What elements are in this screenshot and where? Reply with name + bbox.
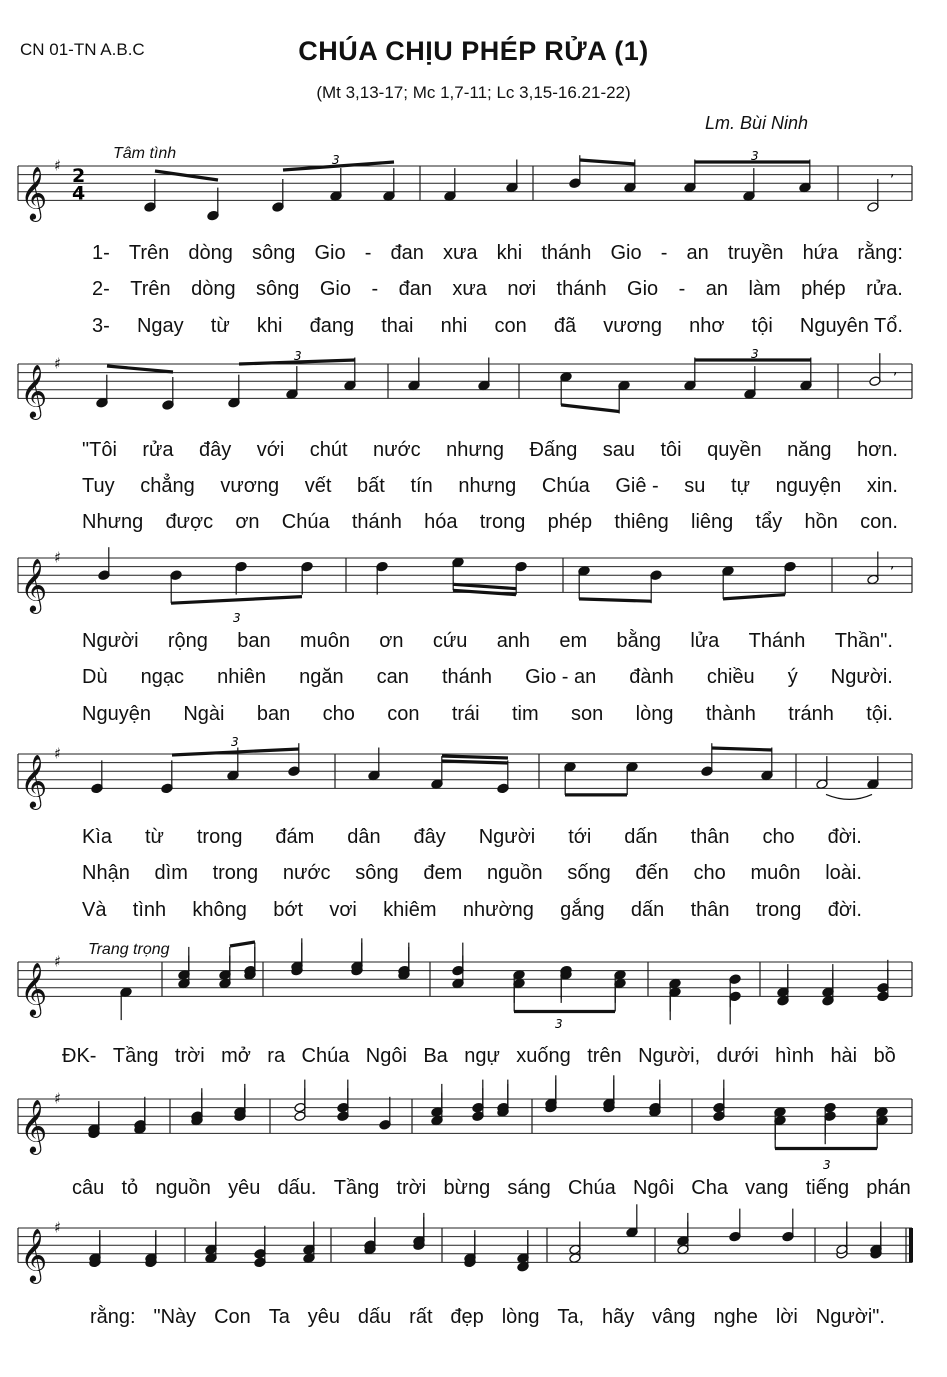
lyric-syllable: hồn [804,511,838,533]
lyric-syllable: Người [82,630,139,652]
lyric-syllable: từ [144,826,164,848]
lyric-syllable: cho [693,862,726,884]
lyric-syllable: tới [568,826,592,848]
lyric-syllable: làm [748,278,781,300]
sharp-key-signature-icon: ♯ [54,952,62,971]
lyric-line-s1-2 [92,279,903,299]
lyric-syllable: cho [762,826,795,848]
song-code: CN 01-TN A.B.C [20,40,145,59]
lyric-syllable: Đấng [529,439,578,461]
lyric-syllable: gắng [560,899,605,921]
triplet-mark: 3 [751,347,759,361]
lyric-syllable: nghe [713,1306,758,1328]
lyric-syllable: Tuy [82,475,115,497]
triplet-mark: 3 [823,1158,831,1172]
lyric-syllable: vâng [652,1306,696,1328]
note-beam [580,160,635,164]
lyric-syllable: Người". [815,1306,885,1328]
lyric-syllable: khi [496,242,523,264]
lyric-syllable: nhường [462,899,534,921]
lyric-syllable: hóa [424,511,458,533]
lyric-syllable: dấn [624,826,658,848]
lyric-syllable: truyền [727,242,784,264]
lyric-line-s2-2 [82,476,898,496]
lyric-syllable: hài [830,1045,858,1067]
triplet-mark: 3 [332,153,340,167]
breath-mark-icon: , [893,362,898,378]
tempo-marking-2: Trang trọng [88,941,170,958]
lyric-syllable: Giê - [615,475,659,497]
lyric-syllable: từ [210,315,230,337]
composer: Lm. Bùi Ninh [705,113,809,133]
lyric-syllable: cho [322,703,355,725]
lyric-syllable: đến [635,862,669,884]
lyric-syllable: hơn. [857,439,898,461]
lyric-syllable: lửa [690,630,720,652]
lyric-syllable: nhơ [689,315,725,337]
lyric-syllable: ban [256,703,291,725]
refrain-line-1 [62,1046,896,1066]
lyric-syllable: can [376,666,409,688]
lyric-line-s1-3 [92,316,903,336]
lyric-line-s3-3 [82,704,893,724]
lyric-syllable: Ngôi [632,1177,675,1199]
lyric-syllable: Ta [268,1306,290,1328]
lyric-syllable: nhưng [446,439,505,461]
sharp-key-signature-icon: ♯ [54,1089,62,1108]
lyric-syllable: loài. [825,862,862,884]
note-beam [561,405,619,412]
lyric-syllable: đây [413,826,446,848]
lyric-syllable: dấn [630,899,665,921]
lyric-syllable: đang [309,315,355,337]
note-beam [442,756,508,758]
lyric-syllable: su [684,475,706,497]
lyric-syllable: thánh [556,278,607,300]
lyric-syllable: vương [220,475,280,497]
sharp-key-signature-icon: ♯ [54,156,62,175]
song-title: CHÚA CHỊU PHÉP RỬA (1) [298,36,649,66]
lyric-syllable: rằng: [90,1306,136,1328]
lyric-syllable: Gio [610,242,642,264]
lyric-syllable: thân [690,826,730,848]
lyric-syllable: con [387,703,420,725]
lyric-syllable: tội. [866,703,893,725]
lyric-syllable: thánh [351,511,402,533]
lyric-syllable: Cha [691,1177,728,1199]
lyric-syllable: thánh [541,242,592,264]
lyric-syllable: dấu. [277,1177,317,1199]
lyric-line-s3-1 [82,631,893,651]
lyric-syllable: Trên [128,242,170,264]
note-beam [453,590,516,594]
lyric-syllable: 2- [92,278,110,300]
lyric-syllable: Nguyện [82,703,151,725]
lyric-syllable: nhi [440,315,468,337]
lyric-syllable: tỏ [121,1177,139,1199]
lyric-syllable: Kìa [82,826,113,848]
lyric-syllable: bừng [443,1177,491,1199]
lyric-syllable: rằng: [857,242,903,264]
lyric-syllable: 1- [92,242,110,264]
lyric-syllable: thai [381,315,414,337]
lyric-syllable: chút [309,439,348,461]
lyric-syllable: trời [174,1045,205,1067]
sharp-key-signature-icon: ♯ [54,744,62,763]
lyric-syllable: mở [221,1045,251,1067]
lyric-syllable: - [660,242,668,264]
lyric-syllable: Ta, [557,1306,585,1328]
lyric-syllable: trong [479,511,526,533]
sharp-key-signature-icon: ♯ [54,1218,62,1237]
lyric-syllable: Người. [830,666,893,688]
lyric-syllable: vơi [329,899,357,921]
lyric-syllable: dưới [716,1045,759,1067]
lyric-syllable: ngự [464,1045,500,1067]
note-beam [579,599,651,601]
lyric-syllable: tín [410,475,433,497]
lyric-syllable: yêu [307,1306,340,1328]
lyric-syllable: đẹp [450,1306,484,1328]
lyric-syllable: vết [304,475,332,497]
lyric-syllable: - [364,242,372,264]
lyric-syllable: liêng [691,511,734,533]
lyric-syllable: sông [252,242,296,264]
lyric-syllable: lòng [635,703,674,725]
lyric-syllable: phép [801,278,846,300]
refrain-line-2 [72,1178,911,1198]
final-barline [909,1228,913,1262]
lyric-syllable: Người [478,826,536,848]
lyric-syllable: Chúa [567,1177,616,1199]
lyric-syllable: tẩy [755,511,783,533]
lyric-syllable: trong [755,899,802,921]
lyric-syllable: nguồn [155,1177,211,1199]
lyric-syllable: thành [705,703,756,725]
lyric-syllable: - [678,278,686,300]
lyric-syllable: xưa [443,242,478,264]
lyric-syllable: tim [512,703,539,725]
lyric-syllable: cứu [432,630,468,652]
lyric-syllable: bằng [616,630,662,652]
scripture-references: (Mt 3,13-17; Mc 1,7-11; Lc 3,15-16.21-22) [316,83,631,102]
lyric-syllable: Tầng [333,1177,380,1199]
note-beam [230,942,255,946]
lyric-syllable: nước [282,862,331,884]
lyric-syllable: xin. [866,475,898,497]
lyric-syllable: Trên [130,278,171,300]
lyric-syllable: trong [196,826,243,848]
lyric-syllable: chẳng [140,475,195,497]
lyric-syllable: trời [396,1177,427,1199]
lyric-syllable: xưa [452,278,487,300]
lyric-syllable: ngăn [299,666,344,688]
lyric-syllable: ban [237,630,271,652]
lyric-syllable: sáng [507,1177,551,1199]
lyric-syllable: quyền [707,439,762,461]
triplet-mark: 3 [555,1017,563,1031]
note-beam [453,584,516,588]
lyric-syllable: Gio [314,242,346,264]
lyric-syllable: Con [214,1306,251,1328]
lyric-line-s2-3 [82,512,898,532]
lyric-syllable: rất [409,1306,433,1328]
lyric-syllable: Và [82,899,107,921]
lyric-syllable: bồ [873,1045,896,1067]
lyric-syllable: lời [775,1306,798,1328]
treble-clef-icon: 𝄞 [20,165,48,220]
lyric-syllable: thiêng [614,511,669,533]
lyric-syllable: đem [423,862,463,884]
lyric-syllable: nhưng [458,475,517,497]
lyric-syllable: đan [390,242,424,264]
lyric-syllable: tránh [788,703,834,725]
lyric-syllable: xuống [516,1045,571,1067]
lyric-syllable: đây [199,439,232,461]
lyric-syllable: Nhưng [82,511,144,533]
lyric-syllable: sông [256,278,300,300]
lyric-syllable: Tầng [112,1045,159,1067]
treble-clef-icon: 𝄞 [20,1227,48,1282]
lyric-syllable: tình [132,899,167,921]
lyric-syllable: bất [357,475,385,497]
lyric-syllable: nơi [507,278,537,300]
lyric-syllable: Ngôi [365,1045,407,1067]
lyric-syllable: đành [629,666,674,688]
lyric-syllable: trái [451,703,480,725]
note-beam [171,597,302,604]
lyric-line-s4-2 [82,863,862,883]
lyric-syllable: dân [347,826,381,848]
lyric-syllable: ý [787,666,798,688]
lyric-syllable: Nguyên Tổ. [799,315,903,337]
lyric-syllable: khiêm [383,899,437,921]
lyric-syllable: anh [496,630,531,652]
lyric-syllable: ra [267,1045,286,1067]
lyric-syllable: nước [373,439,421,461]
lyric-syllable: Ngài [183,703,225,725]
lyric-syllable: sau [602,439,636,461]
lyric-syllable: đám [275,826,315,848]
triplet-mark: 3 [231,735,239,749]
lyric-syllable: được [165,511,214,533]
lyric-syllable: muôn [299,630,350,652]
lyric-syllable: không [192,899,247,921]
treble-clef-icon: 𝄞 [20,961,48,1016]
lyric-syllable: Chúa [281,511,330,533]
lyric-syllable: nhiên [217,666,267,688]
lyric-syllable: thánh [441,666,493,688]
lyric-syllable: đan [398,278,432,300]
lyric-line-s3-2 [82,667,893,687]
lyric-syllable: trên [587,1045,622,1067]
treble-clef-icon: 𝄞 [20,557,48,612]
lyric-line-s4-3 [82,900,862,920]
lyric-syllable: 3- [92,315,110,337]
treble-clef-icon: 𝄞 [20,1098,48,1153]
lyric-syllable: yêu [228,1177,261,1199]
lyric-syllable: tội [751,315,773,337]
triplet-mark: 3 [294,349,302,363]
breath-mark-icon: , [890,556,895,572]
lyric-syllable: dấu [357,1306,392,1328]
lyric-syllable: rộng [167,630,208,652]
lyric-syllable: an [705,278,728,300]
lyric-syllable: - [371,278,379,300]
tempo-marking-1: Tâm tình [113,145,177,162]
lyric-syllable: Gio [627,278,659,300]
lyric-syllable: ơn [235,511,260,533]
treble-clef-icon: 𝄞 [20,363,48,418]
lyric-syllable: son [571,703,604,725]
lyric-syllable: đã [553,315,577,337]
lyric-syllable: Chúa [301,1045,350,1067]
triplet-mark: 3 [751,149,759,163]
lyric-syllable: rửa. [866,278,903,300]
refrain-line-3 [90,1307,885,1327]
lyric-syllable: phán [866,1177,911,1199]
lyric-syllable: vương [603,315,662,337]
lyric-syllable: nguyện [775,475,842,497]
lyric-syllable: thân [690,899,730,921]
lyric-syllable: vang [745,1177,789,1199]
note-beam [712,748,772,750]
lyric-syllable: bớt [273,899,304,921]
lyric-syllable: Chúa [541,475,590,497]
tie [826,794,872,799]
lyric-syllable: con [494,315,527,337]
sharp-key-signature-icon: ♯ [54,354,62,373]
lyric-line-s2-1 [82,440,898,460]
lyric-syllable: đời. [827,899,862,921]
lyric-syllable: tôi [660,439,682,461]
treble-clef-icon: 𝄞 [20,753,48,808]
lyric-syllable: nguồn [486,862,543,884]
note-beam [155,171,218,180]
lyric-syllable: hứa [802,242,839,264]
lyric-syllable: con. [860,511,898,533]
lyric-syllable: Gio [319,278,351,300]
breath-mark-icon: , [890,164,895,180]
lyric-syllable: ơn [379,630,404,652]
lyric-syllable: lòng [501,1306,540,1328]
lyric-syllable: hãy [602,1306,635,1328]
lyric-syllable: dòng [188,242,233,264]
lyric-syllable: dìm [154,862,188,884]
lyric-syllable: em [559,630,588,652]
lyric-syllable: rửa [142,439,174,461]
lyric-syllable: phép [547,511,593,533]
lyric-syllable: chiều [706,666,755,688]
time-signature-top: 2 [72,165,86,188]
lyric-syllable: câu [72,1177,105,1199]
lyric-syllable: Ba [423,1045,448,1067]
lyric-syllable: khi [256,315,283,337]
lyric-syllable: ngạc [140,666,185,688]
lyric-syllable: hình [775,1045,815,1067]
lyric-syllable: Dù [82,666,108,688]
lyric-syllable: muôn [750,862,801,884]
lyric-syllable: năng [787,439,832,461]
lyric-syllable: đời. [827,826,862,848]
lyric-syllable: Gio - an [525,666,597,688]
lyric-syllable: an [686,242,709,264]
lyric-syllable: sống [567,862,611,884]
lyric-line-s1-1 [92,243,903,263]
triplet-mark: 3 [233,611,241,625]
lyric-syllable: Thần". [834,630,893,652]
lyric-syllable: trong [212,862,259,884]
time-signature-bottom: 4 [72,182,86,205]
lyric-syllable: Nhận [82,862,130,884]
lyric-syllable: sông [355,862,399,884]
lyric-syllable: "Tôi [82,439,117,461]
lyric-line-s4-1 [82,827,862,847]
lyric-syllable: Người, [638,1045,701,1067]
note-beam [107,366,173,372]
note-beam [723,595,785,599]
lyric-syllable: "Này [153,1306,197,1328]
lyric-syllable: với [256,439,285,461]
lyric-syllable: Ngay [136,315,184,337]
lyric-syllable: tiếng [805,1177,850,1199]
sharp-key-signature-icon: ♯ [54,548,62,567]
lyric-syllable: tự [731,475,750,497]
lyric-syllable: Thánh [748,630,806,652]
lyric-syllable: dòng [191,278,236,300]
note-beam [442,761,508,763]
lyric-syllable: ĐK- [62,1045,97,1067]
